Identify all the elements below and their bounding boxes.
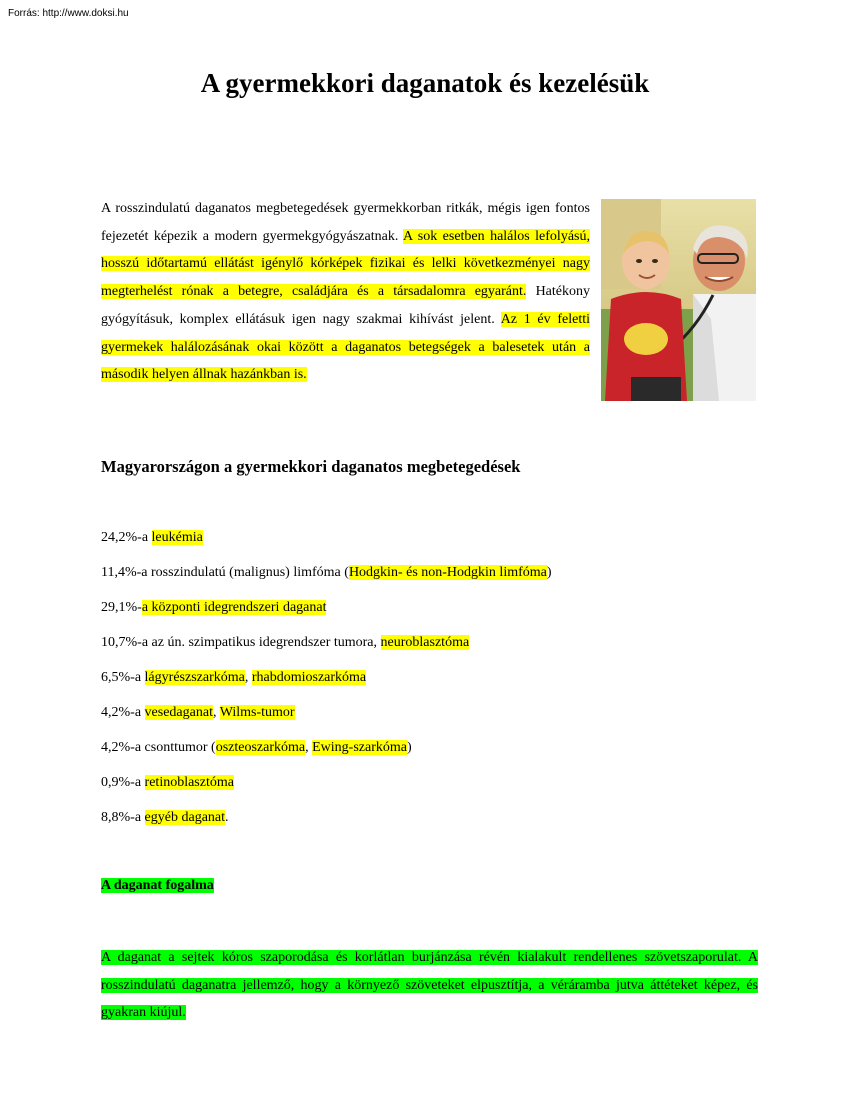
intro-text: A rosszindulatú daganatos megbetegedések gyermekkorban ritkák, mégis igen fontos fejezetét képezik a modern gyermekgyógyászatnak. xyxy=(101,201,590,244)
photo-illustration xyxy=(601,199,756,401)
list-item: 11,4%-a rosszindulatú (malignus) limfóma (Hodgkin- és non-Hodgkin limfóma) xyxy=(101,565,552,580)
list-item: 4,2%-a vesedaganat, Wilms-tumor xyxy=(101,705,295,720)
list-item: 24,2%-a leukémia xyxy=(101,530,203,545)
list-item: 4,2%-a csonttumor (oszteoszarkóma, Ewing-szarkóma) xyxy=(101,740,412,755)
list-item: 8,8%-a egyéb daganat. xyxy=(101,810,229,825)
list-item: 10,7%-a az ún. szimpatikus idegrendszer tumora, neuroblasztóma xyxy=(101,635,470,650)
source-note: Forrás: http://www.doksi.hu xyxy=(8,8,129,19)
list-item: 29,1%-a központi idegrendszeri daganat xyxy=(101,600,327,615)
intro-paragraph xyxy=(101,195,590,389)
list-item: 0,9%-a retinoblasztóma xyxy=(101,775,234,790)
section-heading: Magyarországon a gyermekkori daganatos megbetegedések xyxy=(101,457,521,476)
page-title: A gyermekkori daganatok és kezelésük xyxy=(200,68,650,98)
intro-highlight: Az 1 év feletti gyermekek halálozásának okai között a daganatos betegségek a balesetek után a második helyen állnak hazánkban is. xyxy=(101,311,590,383)
definition-paragraph: A daganat a sejtek kóros szaporodása és korlátlan burjánzása révén kialakult rendellenes szövetszaporulat. A rosszindulatú daganatra jellemző, hogy a környező szöveteket elpusztítja, a véráramba jutva áttéteket képez, és gyakran kiújul. xyxy=(101,950,758,1020)
intro-highlight: A sok esetben halálos lefolyású, hosszú időtartamú ellátást igénylő kórképek fizikai és lelki következményei nagy megterhelést rónak a betegre, családjára és a társadalomra egyaránt. xyxy=(101,228,590,300)
doctor-child-photo xyxy=(601,199,756,401)
list-item: 6,5%-a lágyrészszarkóma, rhabdomioszarkóma xyxy=(101,670,367,685)
definition-heading: A daganat fogalma xyxy=(101,878,214,893)
intro-text: Hatékony gyógyításuk, komplex ellátásuk igen nagy szakmai kihívást jelent. xyxy=(101,284,590,327)
